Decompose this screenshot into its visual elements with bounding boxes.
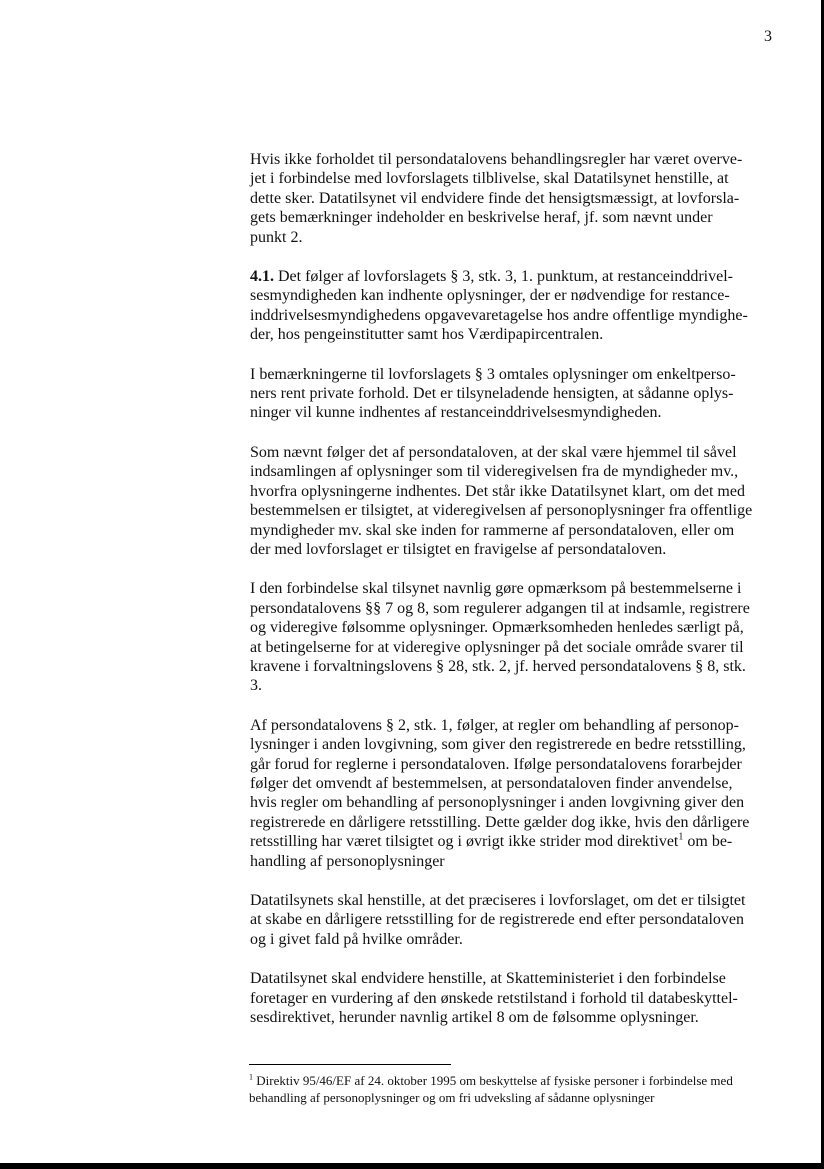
footnote-line: [249, 1073, 789, 1090]
text-line: [250, 267, 780, 286]
text-line: at betingelserne for at videregive oplysninger på det sociale område svarer til: [250, 638, 744, 656]
text-line: bestemmelsen er tilsigtet, at videregivelsen af personoplysninger fra offentlige: [250, 502, 753, 520]
text-line: ners rent private forhold. Det er tilsyneladende hensigten, at sådanne oplys-: [250, 385, 734, 403]
footnote-line: behandling af personoplysninger og om fri udveksling af sådanne oplysninger: [249, 1089, 655, 1105]
body-text: [250, 150, 780, 1047]
paragraph-1: [250, 150, 780, 247]
text-line: myndigheder mv. skal ske inden for rammerne af persondataloven, eller om: [250, 521, 735, 539]
paragraph-5: [250, 579, 780, 695]
footnote-divider: [249, 1064, 451, 1065]
text-line: gets bemærkninger indeholder en beskrivelse heraf, jf. som nævnt under: [250, 209, 713, 227]
text-line: kravene i forvaltningslovens § 28, stk. 2, jf. herved persondatalovens § 8, stk.: [250, 657, 746, 675]
paragraph-3: [250, 365, 780, 423]
text-line: foretager en vurdering af den ønskede retstilstand i forhold til databeskyttel-: [250, 989, 738, 1007]
text-line: indsamlingen af oplysninger som til videregivelsen fra de myndigheder mv.,: [250, 463, 739, 481]
footnote-marker: 1: [249, 1072, 253, 1082]
text-line: Som nævnt følger det af persondataloven, at der skal være hjemmel til såvel: [250, 443, 737, 461]
text-line: Af persondatalovens § 2, stk. 1, følger, at regler om behandling af personop-: [250, 716, 739, 734]
text-line: sesdirektivet, herunder navnlig artikel 8 om de følsomme oplysninger.: [250, 1009, 699, 1027]
text-line: at skabe en dårligere retsstilling for de registrerede end efter persondataloven: [250, 911, 745, 929]
text-line: og i givet fald på hvilke områder.: [250, 930, 463, 948]
text-line: og videregive følsomme oplysninger. Opmærksomheden henledes særligt på,: [250, 619, 744, 637]
paragraph-7: [250, 891, 780, 949]
text-line: følger det omvendt af bestemmelsen, at persondataloven finder anvendelse,: [250, 774, 733, 792]
text-line: ninger vil kunne indhentes af restanceinddrivelsesmyndigheden.: [250, 404, 662, 422]
page-number: 3: [764, 28, 772, 45]
text-line: Datatilsynet skal endvidere henstille, at Skatteministeriet i den forbindelse: [250, 970, 726, 988]
text-line: jet i forbindelse med lovforslagets tilblivelse, skal Datatilsynet henstille, at: [250, 170, 729, 188]
text-line: Hvis ikke forholdet til persondatalovens behandlingsregler har været overve-: [250, 151, 743, 168]
paragraph-8: [250, 969, 780, 1027]
scan-edge-bottom: [0, 1163, 824, 1169]
text-line: sesmyndigheden kan indhente oplysninger, der er nødvendige for restance-: [250, 287, 730, 305]
paragraph-6: [250, 716, 780, 871]
text-run: om be-: [683, 833, 733, 851]
footnote-reference: 1: [678, 831, 684, 843]
text-line: handling af personoplysninger: [250, 852, 445, 870]
text-line: der med lovforslaget er tilsigtet en fravigelse af persondataloven.: [250, 540, 667, 558]
text-line: dette sker. Datatilsynet vil endvidere finde det hensigtsmæssigt, at lovforsla-: [250, 189, 740, 207]
text-run: retsstilling har været tilsigtet og i øvrigt ikke strider mod direktivet: [250, 833, 679, 851]
text-line: persondatalovens §§ 7 og 8, som regulerer adgangen til at indsamle, registrere: [250, 599, 750, 617]
text-line: [250, 832, 780, 851]
text-run: Direktiv 95/46/EF af 24. oktober 1995 om beskyttelse af fysiske personer i forbindelse med: [253, 1073, 733, 1088]
text-line: I bemærkningerne til lovforslagets § 3 omtales oplysninger om enkeltperso-: [250, 365, 736, 383]
text-line: 3.: [250, 677, 262, 695]
text-line: registrerede en dårligere retsstilling. Dette gælder dog ikke, hvis den dårligere: [250, 813, 750, 831]
paragraph-4: [250, 443, 780, 559]
text-line: der, hos pengeinstitutter samt hos Værdipapircentralen.: [250, 326, 604, 344]
text-line: punkt 2.: [250, 228, 303, 246]
text-run: Det følger af lovforslagets § 3, stk. 3, 1. punktum, at restanceinddrivel-: [274, 268, 733, 286]
text-line: lysninger i anden lovgivning, som giver den registrerede en bedre retsstilling,: [250, 736, 746, 754]
section-heading: 4.1.: [250, 268, 274, 286]
text-line: hvorfra oplysningerne indhentes. Det står ikke Datatilsynet klart, om det med: [250, 482, 745, 500]
footnote: [249, 1073, 789, 1106]
text-line: går forud for reglerne i persondataloven. Ifølge persondatalovens forarbejder: [250, 755, 742, 773]
text-line: I den forbindelse skal tilsynet navnlig gøre opmærksom på bestemmelserne i: [250, 580, 742, 598]
text-line: hvis regler om behandling af personoplysninger i anden lovgivning giver den: [250, 794, 745, 812]
text-line: Datatilsynets skal henstille, at det præciseres i lovforslaget, om det er tilsigtet: [250, 892, 746, 909]
paragraph-2: [250, 267, 780, 345]
text-line: inddrivelsesmyndighedens opgavevaretagelse hos andre offentlige myndighe-: [250, 306, 748, 324]
